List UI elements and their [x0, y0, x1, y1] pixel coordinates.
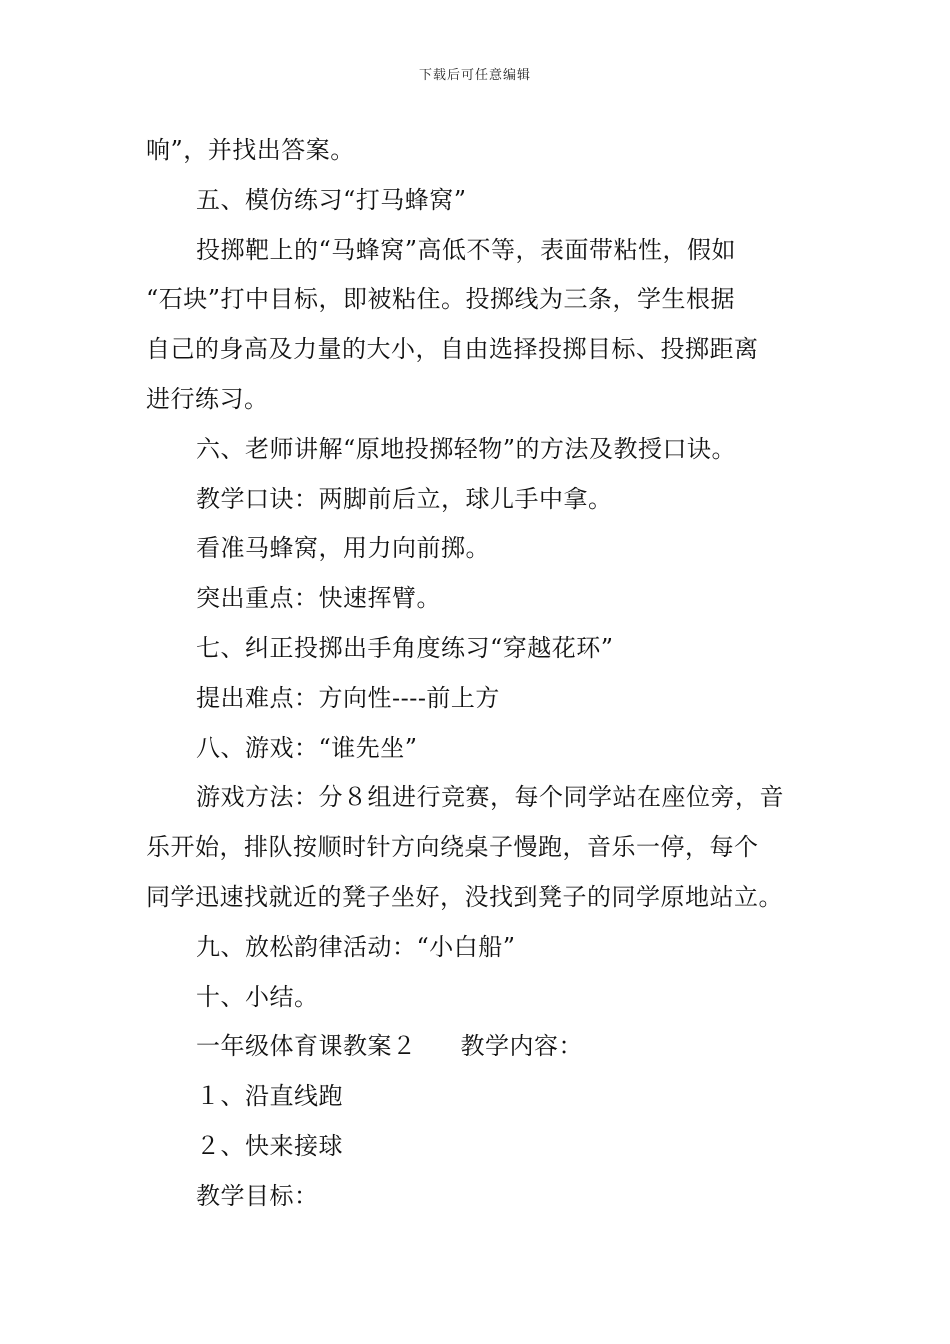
page-header: 下载后可任意编辑 — [418, 68, 531, 83]
text-line: 乐开始，排队按顺时针方向绕桌子慢跑，音乐一停，每个 — [146, 833, 759, 862]
text-line: “石块”打中目标，即被粘住。投掷线为三条，学生根据 — [146, 285, 736, 314]
text-line: 十、小结。 — [196, 982, 319, 1011]
document-body — [146, 126, 816, 1222]
paragraph-lines — [146, 126, 816, 1022]
section-subtitle: 教学内容： — [460, 1032, 583, 1061]
section-title-line — [146, 1022, 816, 1072]
text-line: ２、快来接球 — [196, 1131, 343, 1160]
text-line: 响”，并找出答案。 — [146, 136, 355, 164]
text-line: 提出难点：方向性----前上方 — [196, 683, 500, 712]
text-line: 六、老师讲解“原地投掷轻物”的方法及教授口诀。 — [196, 434, 737, 463]
text-line: 看准马蜂窝，用力向前掷。 — [196, 534, 490, 563]
text-line: 五、模仿练习“打马蜂窝” — [196, 185, 467, 214]
tail-lines — [146, 1072, 816, 1221]
text-line: 八、游戏：“谁先坐” — [196, 733, 418, 762]
text-line: 教学目标： — [196, 1181, 319, 1210]
text-line: 七、纠正投掷出手角度练习“穿越花环” — [196, 633, 614, 662]
text-line: 自己的身高及力量的大小，自由选择投掷目标、投掷距离 — [146, 335, 759, 364]
section-title: 一年级体育课教案２ — [196, 1032, 417, 1061]
text-line: 突出重点：快速挥臂。 — [196, 584, 441, 613]
text-line: １、沿直线跑 — [196, 1082, 343, 1111]
text-line: 进行练习。 — [146, 384, 269, 413]
text-line: 九、放松韵律活动：“小白船” — [196, 932, 516, 961]
text-line: 教学口诀：两脚前后立，球儿手中拿。 — [196, 484, 613, 513]
text-line: 投掷靶上的“马蜂窝”高低不等，表面带粘性，假如 — [196, 235, 737, 264]
text-line: 游戏方法：分８组进行竞赛，每个同学站在座位旁，音 — [196, 783, 784, 812]
text-line: 同学迅速找就近的凳子坐好，没找到凳子的同学原地站立。 — [146, 882, 783, 911]
